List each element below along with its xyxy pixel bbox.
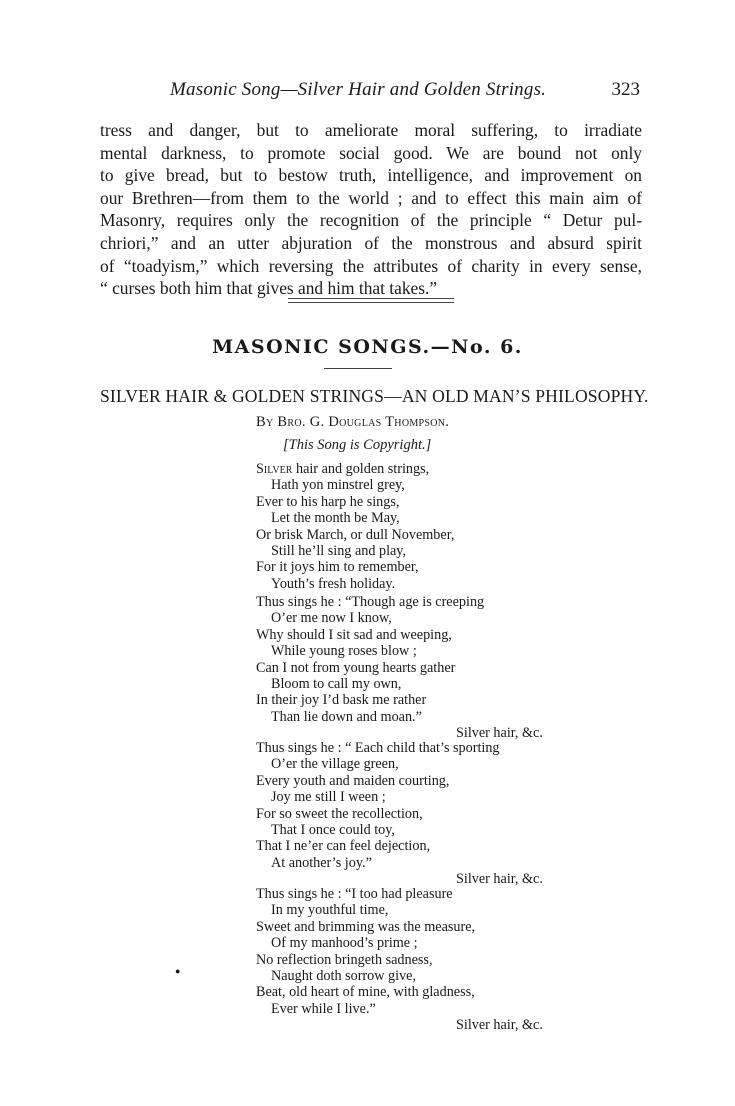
verse-line: Joy me still I ween ; — [271, 789, 386, 806]
verse-line: Bloom to call my own, — [271, 676, 402, 693]
verse-line: Sweet and brimming was the measure, — [256, 918, 476, 935]
refrain: Silver hair, &c. — [456, 725, 543, 742]
verse-line: That I once could toy, — [271, 822, 395, 839]
verse-line: Thus sings he : “I too had pleasure — [256, 886, 453, 902]
verse-line: Thus sings he : “ Each child that’s sporting — [256, 740, 500, 756]
verse-line: At another’s joy.” — [271, 854, 372, 871]
title-underline — [324, 368, 392, 369]
text-line: our Brethren—from them to the world ; and to effect this main aim of — [100, 187, 642, 208]
page-number: 323 — [611, 79, 640, 100]
verse-line: Ever to his harp he sings, — [256, 493, 400, 510]
verse-line: Than lie down and moan.” — [271, 708, 422, 725]
text-line: mental darkness, to promote social good. We are bound not only — [100, 142, 642, 163]
copyright-note: [This Song is Copyright.] — [283, 437, 432, 453]
verse-line: Still he’ll sing and play, — [271, 543, 407, 560]
verse-line: For it joys him to remember, — [256, 559, 419, 576]
text-line: to give bread, but to bestow truth, intelligence, and improvement on — [100, 165, 642, 186]
verse-line: For so sweet the recollection, — [256, 805, 423, 822]
stanza-4 — [256, 886, 636, 1034]
verse-line: Every youth and maiden courting, — [256, 772, 450, 789]
section-title: MASONIC SONGS.—No. 6. — [212, 336, 523, 358]
text-line: of “toadyism,” which reversing the attributes of charity in every sense, — [100, 255, 642, 276]
verse-line: In their joy I’d bask me rather — [256, 692, 427, 709]
verse-line: While young roses blow ; — [271, 643, 417, 660]
verse-line: Why should I sit sad and weeping, — [256, 626, 452, 643]
verse-line: Of my manhood’s prime ; — [271, 935, 418, 952]
running-title: Masonic Song—Silver Hair and Golden Strings. — [170, 79, 547, 100]
margin-dot: ● — [175, 966, 181, 976]
verse-line: Beat, old heart of mine, with gladness, — [256, 984, 475, 1001]
intro-paragraph — [100, 119, 642, 300]
text-line: Masonry, requires only the recognition of the principle “ Detur pul- — [100, 210, 642, 231]
text-line: chriori,” and an utter abjuration of the monstrous and absurd spirit — [100, 232, 642, 253]
verse-line: In my youthful time, — [271, 902, 389, 919]
refrain: Silver hair, &c. — [456, 871, 543, 888]
section-divider-bottom — [288, 302, 454, 303]
byline-prefix: By — [256, 414, 278, 430]
running-header — [100, 79, 640, 105]
verse-line: Let the month be May, — [271, 510, 400, 527]
verse-line: No reflection bringeth sadness, — [256, 951, 433, 968]
stanza-2 — [256, 594, 636, 742]
verse-line: Thus sings he : “Though age is creeping — [256, 594, 485, 610]
verse-line: That I ne’er can feel dejection, — [256, 838, 431, 855]
text-line: “ curses both him that gives and him that takes.” — [100, 278, 438, 299]
refrain: Silver hair, &c. — [456, 1017, 543, 1034]
stanza-3 — [256, 740, 636, 888]
song-subtitle: SILVER HAIR & GOLDEN STRINGS—AN OLD MAN’S PHILOSOPHY. — [100, 386, 649, 406]
byline — [256, 414, 449, 431]
section-divider-top — [288, 298, 454, 299]
drop-word: Silver — [256, 461, 293, 477]
verse-line: O’er the village green, — [271, 756, 399, 773]
verse-line: Hath yon minstrel grey, — [271, 477, 405, 494]
verse-line: Ever while I live.” — [271, 1000, 376, 1017]
verse-line: Or brisk March, or dull November, — [256, 526, 455, 543]
stanza-1 — [256, 461, 636, 592]
verse-line: O’er me now I know, — [271, 610, 392, 627]
verse-line — [256, 461, 636, 477]
verse-text: hair and golden strings, — [292, 461, 430, 477]
verse-line: Naught doth sorrow give, — [271, 968, 417, 985]
text-line: tress and danger, but to ameliorate moral suffering, to irradiate — [100, 120, 642, 140]
verse-line: Can I not from young hearts gather — [256, 659, 456, 676]
byline-author: Bro. G. Douglas Thompson. — [277, 414, 450, 430]
verse-line: Youth’s fresh holiday. — [271, 575, 396, 592]
